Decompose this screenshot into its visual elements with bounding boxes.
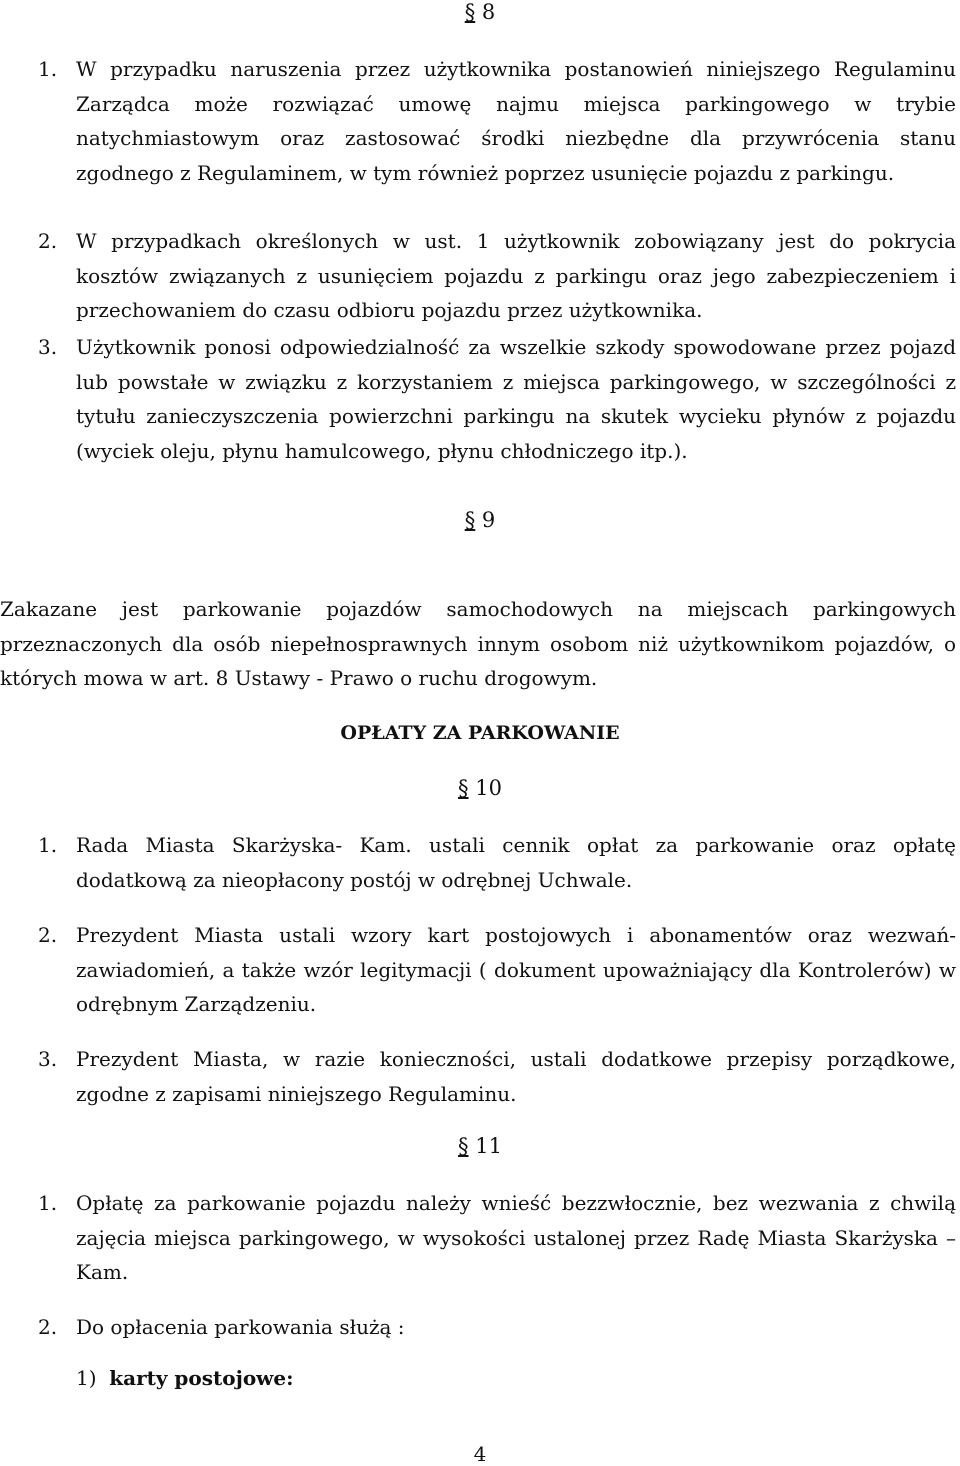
- section-10-item-1: [0, 828, 956, 897]
- section-9-header: [0, 508, 960, 532]
- section-symbol: §: [464, 508, 476, 532]
- item-number: 1.: [38, 57, 58, 81]
- item-number: 3.: [38, 1047, 58, 1071]
- section-symbol: §: [458, 776, 469, 800]
- section-symbol: §: [458, 1134, 469, 1158]
- item-text: Prezydent Miasta ustali wzory kart postojowych i abonamentów oraz wezwań- zawiadomień, a także wzór legitymacji ( dokument upoważniający dla Kontrolerów) w odrębnym Zarządzeniu.: [76, 923, 956, 1016]
- item-number: 3.: [38, 335, 58, 359]
- item-number: 2.: [38, 923, 58, 947]
- section-8-item-1: [0, 52, 956, 190]
- item-text: Prezydent Miasta, w razie konieczności, ustali dodatkowe przepisy porządkowe, zgodne z zapisami niniejszego Regulaminu.: [76, 1047, 956, 1106]
- section-8-item-3: [0, 330, 956, 468]
- item-number: 1.: [38, 833, 58, 857]
- section-number: 10: [475, 776, 502, 800]
- section-11-item-1: [0, 1186, 956, 1290]
- section-11-header: [0, 1134, 960, 1158]
- item-text: Rada Miasta Skarżyska- Kam. ustali cennik opłat za parkowanie oraz opłatę dodatkową za nieopłacony postój w odrębnej Uchwale.: [76, 833, 956, 892]
- section-number: 8: [481, 0, 496, 24]
- item-text: Opłatę za parkowanie pojazdu należy wnieść bezzwłocznie, bez wezwania z chwilą zajęcia miejsca parkingowego, w wysokości ustalonej przez Radę Miasta Skarżyska – Kam.: [76, 1191, 956, 1284]
- sub-item-number: 1): [76, 1366, 97, 1390]
- item-text: W przypadku naruszenia przez użytkownika postanowień niniejszego Regulaminu Zarządca może rozwiązać umowę najmu miejsca parkingowego w trybie natychmiastowym oraz zastosować środki niezbędne dla przywrócenia stanu zgodnego z Regulaminem, w tym również poprzez usunięcie pojazdu z parkingu.: [76, 57, 956, 185]
- item-text: Użytkownik ponosi odpowiedzialność za wszelkie szkody spowodowane przez pojazd lub powstałe w związku z korzystaniem z miejsca parkingowego, w szczególności z tytułu zanieczyszczenia powierzchni parkingu na skutek wycieku płynów z pojazdu (wyciek oleju, płynu hamulcowego, płynu chłodniczego itp.).: [76, 335, 956, 463]
- section-10-item-3: [0, 1042, 956, 1111]
- section-number: 11: [475, 1134, 502, 1158]
- section-number: 9: [481, 508, 496, 532]
- item-number: 1.: [38, 1191, 58, 1215]
- page-number: 4: [473, 1442, 487, 1466]
- item-text: W przypadkach określonych w ust. 1 użytkownik zobowiązany jest do pokrycia kosztów związanych z usunięciem pojazdu z parkingu oraz jego zabezpieczeniem i przechowaniem do czasu odbioru pojazdu przez użytkownika.: [76, 229, 956, 322]
- sub-item-karty-postojowe: [76, 1366, 294, 1390]
- section-symbol: §: [464, 0, 476, 24]
- section-10-item-2: [0, 918, 956, 1022]
- sub-item-label: karty postojowe:: [109, 1366, 294, 1390]
- section-9-text: Zakazane jest parkowanie pojazdów samochodowych na miejscach parkingowych przeznaczonych dla osób niepełnosprawnych innym osobom niż użytkownikom pojazdów, o których mowa w art. 8 Ustawy - Prawo o ruchu drogowym.: [0, 597, 956, 690]
- item-number: 2.: [38, 1315, 58, 1339]
- section-8-header: [0, 0, 960, 24]
- section-11-item-2: [0, 1310, 956, 1345]
- item-text: Do opłacenia parkowania służą :: [76, 1315, 405, 1339]
- section-heading: OPŁATY ZA PARKOWANIE: [340, 722, 620, 744]
- item-number: 2.: [38, 229, 58, 253]
- section-10-header: [0, 776, 960, 800]
- section-8-item-2: [0, 224, 956, 328]
